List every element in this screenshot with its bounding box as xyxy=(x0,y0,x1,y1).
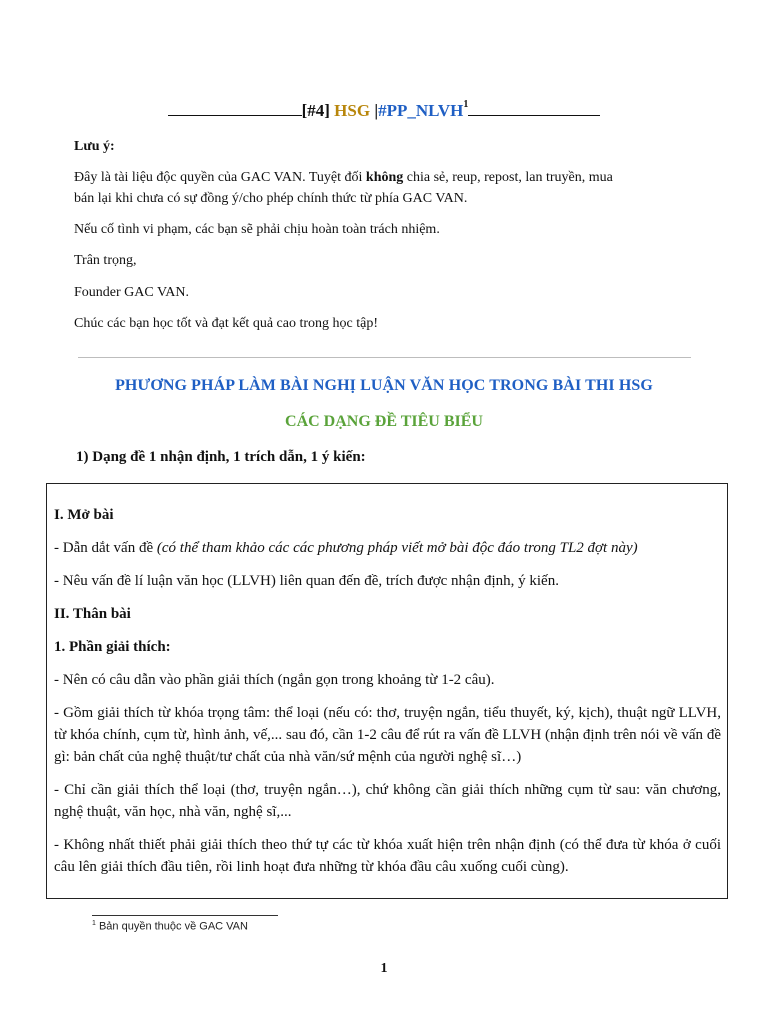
outline-mb-item-1 xyxy=(54,537,721,559)
outline-gt-item-1: - Nên có câu dẫn vào phần giải thích (ngắn gọn trong khoảng từ 1-2 câu). xyxy=(54,672,495,688)
outline-gt-item-2: - Gồm giải thích từ khóa trọng tâm: thể loại (nếu có: thơ, truyện ngắn, tiểu thuyết, ký, kịch), thuật ngữ LLVH, từ khóa chính, cụm từ, hình ảnh, vế,... sau đó, cần 1-2 câu để rút ra vấn đề LLVH (nhận định trên nói về vấn đề gì: bản chất của nghệ thuật/tư chất của nhà văn/sứ mệnh của người nghệ sĩ…) xyxy=(54,705,721,765)
header-rule-right xyxy=(468,99,600,116)
notice-label: Lưu ý: xyxy=(74,139,115,154)
header-separator: | xyxy=(370,101,379,120)
notice-p4: Founder GAC VAN. xyxy=(74,285,189,300)
header-footnote-ref: 1 xyxy=(463,99,469,111)
section-heading: 1) Dạng đề 1 nhận định, 1 trích dẫn, 1 ý kiến: xyxy=(76,449,366,465)
notice-paragraph-1 xyxy=(74,167,694,209)
notice-paragraph-2 xyxy=(74,219,694,240)
document-header xyxy=(0,99,768,121)
horizontal-divider xyxy=(78,357,691,358)
copyright-notice xyxy=(74,136,694,157)
notice-paragraph-3 xyxy=(74,250,694,271)
outline-mb-item-1-italic: (có thể tham khảo các các phương pháp viết mở bài độc đáo trong TL2 đợt này) xyxy=(156,540,638,556)
outline-gt-item-4: - Không nhất thiết phải giải thích theo thứ tự các từ khóa xuất hiện trên nhận định (có thể đưa từ khóa ở cuối câu lên giải thích đầu tiên, rồi linh hoạt đưa những từ khóa đầu câu xuống cuối cùng). xyxy=(54,837,721,875)
outline-giai-thich-heading: 1. Phần giải thích: xyxy=(54,639,171,655)
notice-p1-text: Đây là tài liệu độc quyền của GAC VAN. Tuyệt đối xyxy=(74,170,366,185)
footnote-number: 1 xyxy=(92,920,96,927)
notice-p5: Chúc các bạn học tốt và đạt kết quả cao trong học tập! xyxy=(74,316,378,331)
notice-p1-bold: không xyxy=(365,170,404,185)
notice-paragraph-5 xyxy=(74,313,694,334)
header-hsg: HSG xyxy=(334,101,371,120)
header-pp-nlvh: #PP_NLVH xyxy=(378,101,464,120)
main-title: PHƯƠNG PHÁP LÀM BÀI NGHỊ LUẬN VĂN HỌC TRONG BÀI THI HSG xyxy=(115,377,653,394)
notice-p1-text-after: chia sẻ, reup, repost, lan truyền, mua xyxy=(403,170,613,185)
outline-box xyxy=(46,483,728,899)
notice-paragraph-4 xyxy=(74,282,694,303)
notice-p2: Nếu cố tình vi phạm, các bạn sẽ phải chịu hoàn toàn trách nhiệm. xyxy=(74,222,440,237)
outline-mb-item-2: - Nêu vấn đề lí luận văn học (LLVH) liên quan đến đề, trích được nhận định, ý kiến. xyxy=(54,573,559,589)
header-tag: [#4] xyxy=(301,101,335,120)
outline-than-bai-heading: II. Thân bài xyxy=(54,606,131,622)
outline-mb-item-1-text: - Dẫn dắt vấn đề xyxy=(54,540,157,556)
notice-p3: Trân trọng, xyxy=(74,253,137,268)
page-number: 1 xyxy=(380,961,388,976)
footnote xyxy=(92,920,248,933)
header-rule-left xyxy=(168,99,302,116)
footnote-text: Bản quyền thuộc về GAC VAN xyxy=(95,920,248,933)
footnote-divider xyxy=(92,915,278,916)
sub-title: CÁC DẠNG ĐỀ TIÊU BIỂU xyxy=(285,413,483,430)
notice-p1-line2: bán lại khi chưa có sự đồng ý/cho phép chính thức từ phía GAC VAN. xyxy=(74,191,468,206)
outline-mo-bai-heading: I. Mở bài xyxy=(54,507,114,523)
outline-gt-item-3: - Chỉ cần giải thích thể loại (thơ, truyện ngắn…), chứ không cần giải thích những cụm từ sau: văn chương, nghệ thuật, văn học, nhà văn, nghệ sĩ,... xyxy=(54,782,721,820)
